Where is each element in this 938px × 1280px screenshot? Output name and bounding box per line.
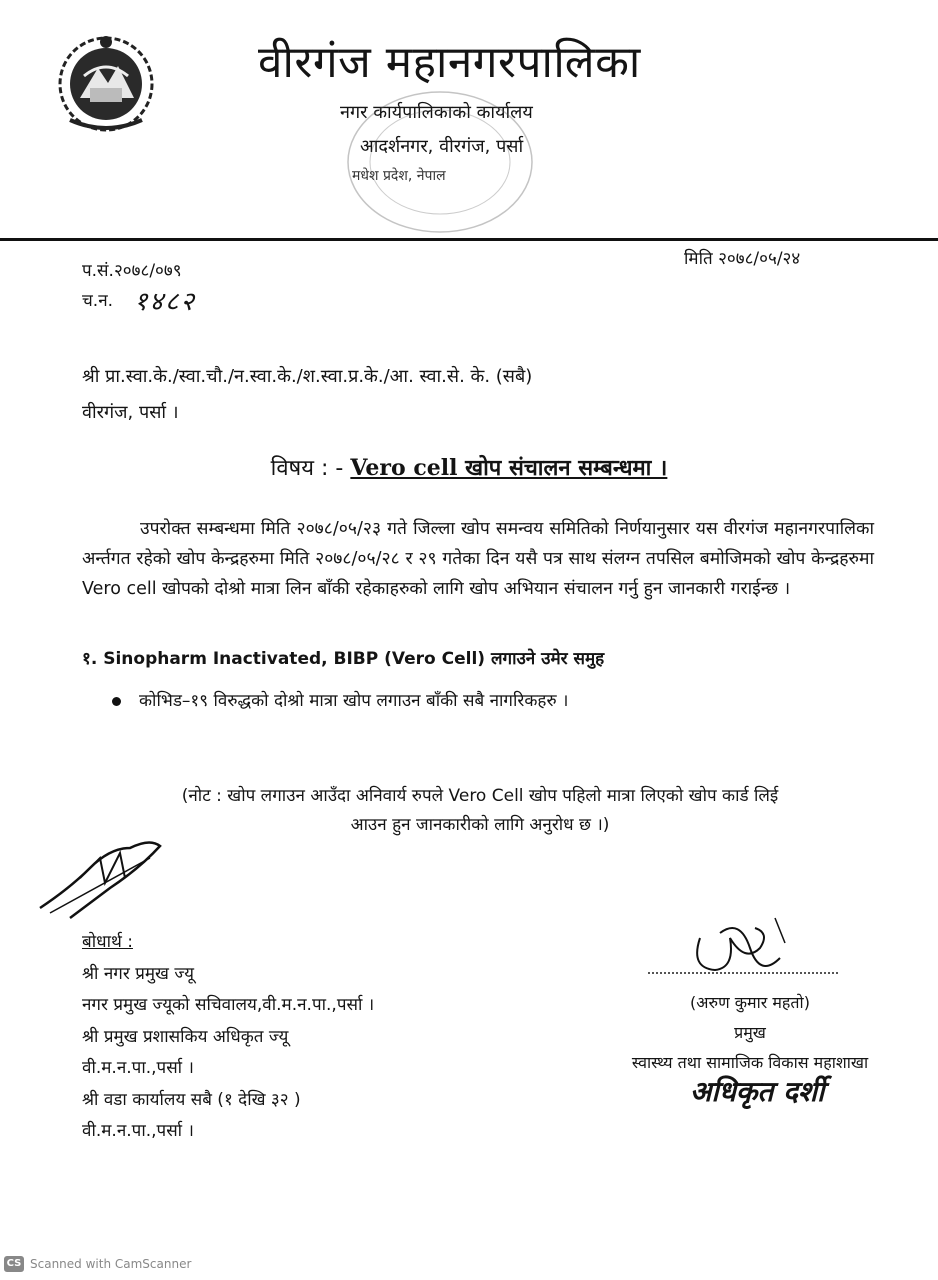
cc-line: वी.म.न.पा.,पर्सा । (82, 1121, 194, 1141)
office-stamp (330, 72, 550, 242)
camscanner-logo-icon: CS (4, 1256, 24, 1272)
handwritten-signature-right (660, 908, 800, 998)
dispatch-label: च.न. (82, 291, 114, 311)
note-line-2: आउन हुन जानकारीको लागि अनुरोध छ ।) (350, 815, 610, 835)
note-block (60, 782, 900, 840)
recipient-line-1: श्री प्रा.स्वा.के./स्वा.चौ./न.स्वा.के./श.स्वा.प्र.के./आ. स्वा.से. के. (सबै) (82, 366, 533, 387)
recipient-line-2: वीरगंज, पर्सा । (82, 402, 179, 423)
camscanner-footer (0, 1256, 191, 1272)
office-address: आदर्शनगर, वीरगंज, पर्सा (360, 136, 524, 157)
signature-dotted-line (648, 972, 838, 974)
subject-prefix: विषय : - (270, 456, 351, 481)
signatory-block (600, 988, 900, 1078)
cc-list (82, 927, 374, 1148)
body-paragraph-text: उपरोक्त सम्बन्धमा मिति २०७८/०५/२३ गते जिल्ला खोप समन्वय समितिको निर्णयानुसार यस वीरगंज महानगरपालिका अर्न्तगत रहेको खोप केन्द्रहरुमा मिति २०७८/०५/२८ र २९ गतेका दिन यसै पत्र साथ संलग्न तपसिल बमोजिमको खोप केन्द्रहरुमा Vero cell खोपको दोश्रो मात्रा लिन बाँकी रहेकाहरुको लागि खोप अभियान संचालन गर्नु हुन जानकारी गराईन्छ । (82, 519, 874, 599)
bullet-text: कोभिड–१९ विरुद्धको दोश्रो मात्रा खोप लगाउन बाँकी सबै नागरिकहरु । (139, 691, 569, 711)
cc-heading: बोधार्थ : (82, 932, 133, 952)
header-divider (0, 238, 938, 241)
bullet-item (112, 688, 568, 711)
cc-line: नगर प्रमुख ज्यूको सचिवालय,वी.म.न.पा.,पर्सा । (82, 995, 375, 1015)
authorized-stamp: अधिकृत दर्शी (690, 1075, 825, 1108)
dispatch-number: १४८२ (134, 287, 197, 317)
subject-line (0, 452, 938, 482)
subject-text: Vero cell खोप संचालन सम्बन्धमा । (350, 455, 668, 481)
cc-line: श्री वडा कार्यालय सबै (१ देखि ३२ ) (82, 1089, 301, 1110)
handwritten-signature-left (30, 828, 180, 928)
cc-line: वी.म.न.पा.,पर्सा । (82, 1058, 194, 1078)
signatory-division: स्वास्थ्य तथा सामाजिक विकास महाशाखा (631, 1053, 869, 1072)
signatory-role: प्रमुख (734, 1023, 766, 1042)
municipality-title: वीरगंज महानगरपालिका (258, 37, 641, 88)
signatory-name: (अरुण कुमार महतो) (690, 993, 810, 1012)
province-line: मधेश प्रदेश, नेपाल (352, 168, 446, 184)
bullet-icon (112, 697, 121, 706)
cc-line: श्री नगर प्रमुख ज्यू (82, 963, 194, 984)
nepal-government-emblem (50, 28, 162, 138)
cc-line: श्री प्रमुख प्रशासकिय अधिकृत ज्यू (82, 1026, 289, 1047)
letter-date: मिति २०७८/०५/२४ (684, 249, 801, 269)
office-name: नगर कार्यपालिकाको कार्यालय (340, 102, 533, 123)
note-line-1: (नोट : खोप लगाउन आउँदा अनिवार्य रुपले Vero Cell खोप पहिलो मात्रा लिएको खोप कार्ड लिई (181, 786, 779, 806)
camscanner-text: Scanned with CamScanner (30, 1257, 192, 1271)
reference-number: प.सं.२०७८/०७९ (82, 261, 182, 281)
item-1-heading: १. Sinopharm Inactivated, BIBP (Vero Cell) लगाउने उमेर समुह (82, 649, 605, 669)
body-paragraph (82, 514, 874, 604)
